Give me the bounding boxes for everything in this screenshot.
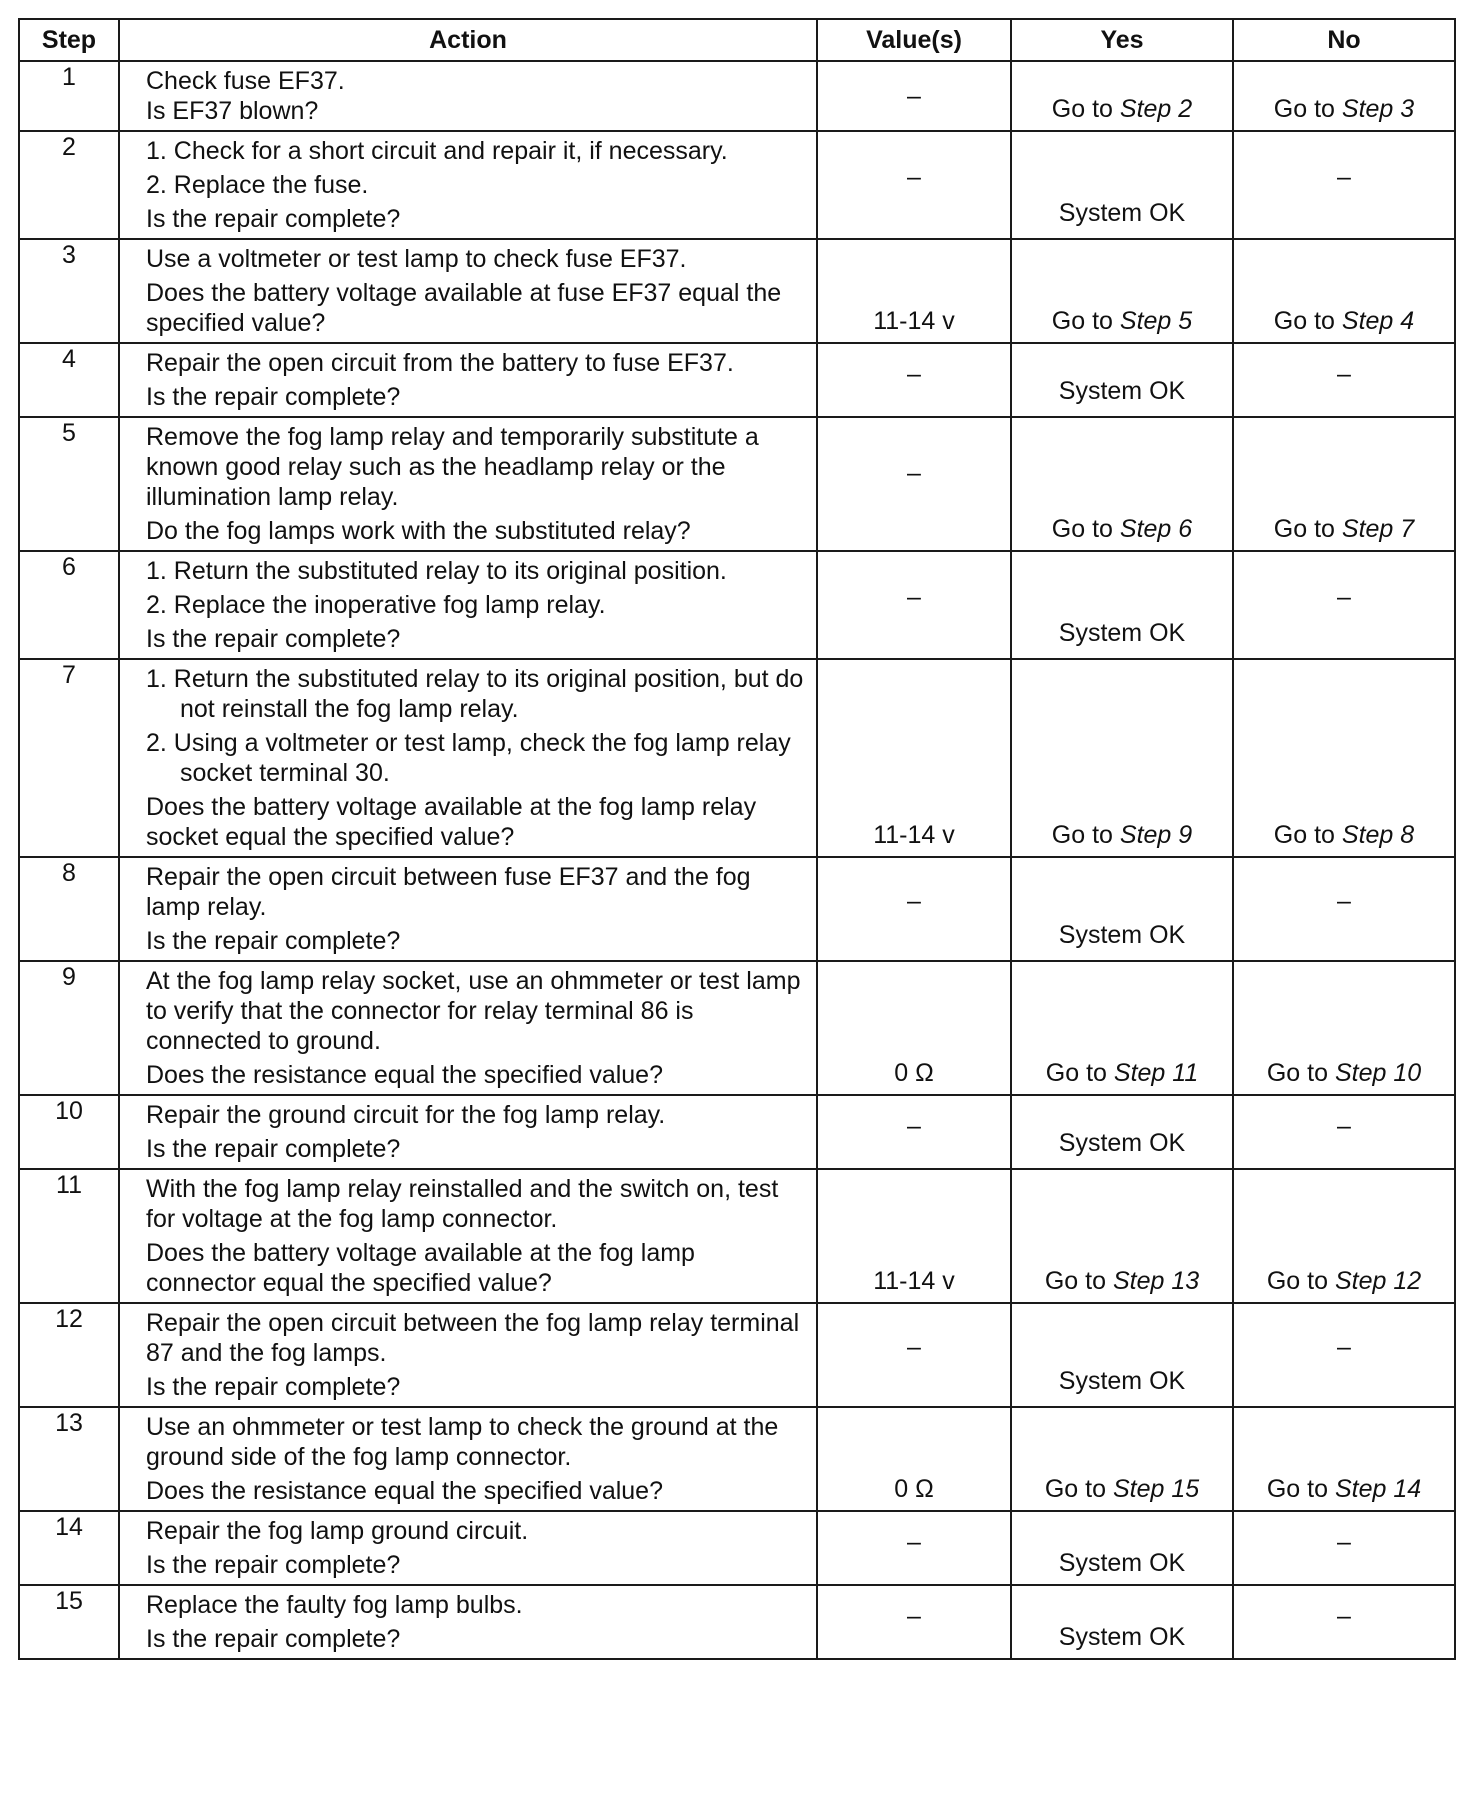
action-question: Is the repair complete?: [146, 1625, 401, 1653]
step-number: 15: [19, 1585, 119, 1659]
header-action: Action: [119, 19, 817, 61]
no-outcome: [1234, 1058, 1454, 1088]
yes-cell: [1011, 551, 1233, 659]
table-row: [19, 131, 1455, 239]
action-cell: [119, 417, 817, 551]
value-cell: [817, 343, 1011, 417]
value-cell: [817, 417, 1011, 551]
step-ref: Step 12: [1334, 1267, 1422, 1295]
action-question: Does the resistance equal the specified value?: [146, 1477, 663, 1505]
yes-cell: [1011, 1169, 1233, 1303]
table-row: [19, 1095, 1455, 1169]
action-text: Replace the faulty fog lamp bulbs.: [146, 1591, 523, 1619]
yes-cell: [1011, 61, 1233, 131]
step-ref: Step 14: [1334, 1475, 1422, 1503]
step-ref: Step 2: [1119, 95, 1193, 123]
step-number: 8: [19, 857, 119, 961]
action-cell: [119, 239, 817, 343]
no-cell: [1233, 1095, 1455, 1169]
value-cell: [817, 239, 1011, 343]
action-question: Is the repair complete?: [146, 205, 401, 233]
yes-outcome: System OK: [1058, 1129, 1186, 1157]
table-row: [19, 343, 1455, 417]
value-cell: [817, 1585, 1011, 1659]
yes-outcome: [1012, 1474, 1232, 1504]
goto-label: Go to: [1051, 95, 1113, 123]
value-cell: [817, 1169, 1011, 1303]
step-number: 7: [19, 659, 119, 857]
no-outcome: –: [1337, 360, 1351, 389]
no-outcome: [1234, 1474, 1454, 1504]
goto-label: Go to: [1266, 1267, 1328, 1295]
yes-cell: [1011, 417, 1233, 551]
value-text: –: [907, 360, 921, 389]
no-cell: [1233, 1303, 1455, 1407]
action-cell: [119, 551, 817, 659]
step-number: 14: [19, 1511, 119, 1585]
table-row: [19, 1585, 1455, 1659]
step-ref: Step 10: [1334, 1059, 1422, 1087]
action-question: Is the repair complete?: [146, 1135, 401, 1163]
action-cell: [119, 659, 817, 857]
value-text: 11-14 v: [873, 1267, 955, 1295]
step-number: 4: [19, 343, 119, 417]
value-text: –: [907, 886, 921, 915]
action-question: Does the resistance equal the specified value?: [146, 1061, 663, 1089]
no-cell: [1233, 857, 1455, 961]
yes-outcome: [1012, 1266, 1232, 1296]
action-cell: [119, 61, 817, 131]
no-outcome: –: [1337, 582, 1351, 611]
yes-cell: [1011, 1407, 1233, 1511]
step-number: 5: [19, 417, 119, 551]
action-question: Is the repair complete?: [146, 625, 401, 653]
value-text: –: [907, 1112, 921, 1141]
action-cell: [119, 857, 817, 961]
step-number: 2: [19, 131, 119, 239]
step-number: 9: [19, 961, 119, 1095]
action-text: Repair the ground circuit for the fog lamp relay.: [146, 1101, 666, 1129]
action-text: Use an ohmmeter or test lamp to check the ground at the ground side of the fog lamp connector.: [146, 1413, 779, 1471]
no-outcome: [1234, 306, 1454, 336]
yes-outcome: [1012, 820, 1232, 850]
table-header-row: [19, 19, 1455, 61]
value-cell: [817, 61, 1011, 131]
yes-cell: [1011, 1303, 1233, 1407]
table-row: [19, 659, 1455, 857]
step-ref: Step 3: [1341, 95, 1415, 123]
step-ref: Step 5: [1119, 307, 1193, 335]
action-question: Does the battery voltage available at the fog lamp relay socket equal the specified value?: [146, 793, 757, 851]
table-body: [19, 61, 1455, 1659]
action-item: 1. Return the substituted relay to its original position.: [146, 557, 727, 585]
diagnostic-table: [18, 18, 1456, 1660]
action-item: 1. Return the substituted relay to its original position, but do not reinstall the fog lamp relay.: [146, 665, 804, 723]
no-cell: [1233, 1169, 1455, 1303]
yes-cell: [1011, 1095, 1233, 1169]
step-ref: Step 15: [1112, 1475, 1200, 1503]
action-cell: [119, 1303, 817, 1407]
no-cell: [1233, 131, 1455, 239]
step-ref: Step 4: [1341, 307, 1415, 335]
value-text: –: [907, 459, 921, 488]
yes-outcome: System OK: [1058, 199, 1186, 227]
yes-cell: [1011, 659, 1233, 857]
yes-cell: [1011, 961, 1233, 1095]
action-cell: [119, 1169, 817, 1303]
yes-cell: [1011, 1511, 1233, 1585]
no-cell: [1233, 961, 1455, 1095]
value-text: –: [907, 1602, 921, 1631]
action-text: With the fog lamp relay reinstalled and the switch on, test for voltage at the fog lamp connector.: [146, 1175, 779, 1233]
value-cell: [817, 857, 1011, 961]
goto-label: Go to: [1273, 515, 1335, 543]
yes-outcome: System OK: [1058, 1367, 1186, 1395]
action-text: Repair the open circuit from the battery to fuse EF37.: [146, 349, 734, 377]
no-cell: [1233, 61, 1455, 131]
action-cell: [119, 1407, 817, 1511]
no-cell: [1233, 551, 1455, 659]
no-outcome: –: [1337, 1602, 1351, 1631]
action-text: Repair the fog lamp ground circuit.: [146, 1517, 529, 1545]
value-text: –: [907, 582, 921, 611]
value-text: –: [907, 1332, 921, 1361]
action-cell: [119, 1095, 817, 1169]
value-cell: [817, 961, 1011, 1095]
table-row: [19, 61, 1455, 131]
action-question: Is the repair complete?: [146, 383, 401, 411]
value-cell: [817, 1407, 1011, 1511]
action-cell: [119, 343, 817, 417]
action-question: Is EF37 blown?: [146, 97, 319, 125]
no-outcome: [1234, 94, 1454, 124]
action-text: Check fuse EF37.: [146, 67, 345, 95]
action-text: Repair the open circuit between the fog lamp relay terminal 87 and the fog lamps.: [146, 1309, 800, 1367]
no-outcome: –: [1337, 1112, 1351, 1141]
goto-label: Go to: [1266, 1059, 1328, 1087]
goto-label: Go to: [1273, 307, 1335, 335]
action-text: Use a voltmeter or test lamp to check fuse EF37.: [146, 245, 687, 273]
value-text: 11-14 v: [873, 821, 955, 849]
yes-outcome: System OK: [1058, 921, 1186, 949]
action-question: Does the battery voltage available at the fog lamp connector equal the specified value?: [146, 1239, 695, 1297]
value-text: 0 Ω: [894, 1059, 934, 1087]
no-cell: [1233, 1511, 1455, 1585]
step-number: 11: [19, 1169, 119, 1303]
value-text: –: [907, 82, 921, 110]
no-outcome: [1234, 820, 1454, 850]
no-outcome: –: [1337, 1528, 1351, 1557]
no-cell: [1233, 239, 1455, 343]
step-number: 3: [19, 239, 119, 343]
goto-label: Go to: [1051, 307, 1113, 335]
no-cell: [1233, 1585, 1455, 1659]
action-question: Is the repair complete?: [146, 1551, 401, 1579]
action-item: 2. Replace the fuse.: [146, 171, 369, 199]
value-text: 11-14 v: [873, 307, 955, 335]
no-cell: [1233, 417, 1455, 551]
step-ref: Step 11: [1113, 1059, 1199, 1087]
action-cell: [119, 961, 817, 1095]
table-row: [19, 239, 1455, 343]
yes-outcome: [1012, 514, 1232, 544]
action-text: At the fog lamp relay socket, use an ohmmeter or test lamp to verify that the connector for relay terminal 86 is connected to ground.: [146, 967, 801, 1055]
no-outcome: –: [1337, 162, 1351, 191]
value-cell: [817, 1095, 1011, 1169]
yes-outcome: [1012, 306, 1232, 336]
action-text: Remove the fog lamp relay and temporarily substitute a known good relay such as the headlamp relay or the illumination lamp relay.: [146, 423, 759, 511]
value-cell: [817, 659, 1011, 857]
action-item: 2. Replace the inoperative fog lamp relay.: [146, 591, 606, 619]
table-row: [19, 961, 1455, 1095]
value-text: –: [907, 162, 921, 191]
yes-outcome: System OK: [1058, 377, 1186, 405]
step-number: 12: [19, 1303, 119, 1407]
yes-outcome: [1012, 1058, 1232, 1088]
no-outcome: [1234, 514, 1454, 544]
action-item: 2. Using a voltmeter or test lamp, check the fog lamp relay socket terminal 30.: [146, 729, 791, 787]
goto-label: Go to: [1273, 95, 1335, 123]
value-cell: [817, 131, 1011, 239]
yes-outcome: System OK: [1058, 1623, 1186, 1651]
no-cell: [1233, 659, 1455, 857]
yes-outcome: System OK: [1058, 1549, 1186, 1577]
goto-label: Go to: [1051, 821, 1113, 849]
table-row: [19, 1407, 1455, 1511]
goto-label: Go to: [1044, 1475, 1106, 1503]
step-ref: Step 6: [1119, 515, 1193, 543]
value-cell: [817, 1303, 1011, 1407]
step-number: 1: [19, 61, 119, 131]
header-values: Value(s): [817, 19, 1011, 61]
header-no: No: [1233, 19, 1455, 61]
yes-outcome: [1012, 94, 1232, 124]
value-cell: [817, 551, 1011, 659]
step-ref: Step 9: [1119, 821, 1193, 849]
step-ref: Step 13: [1112, 1267, 1200, 1295]
step-number: 13: [19, 1407, 119, 1511]
goto-label: Go to: [1051, 515, 1113, 543]
step-ref: Step 8: [1341, 821, 1415, 849]
goto-label: Go to: [1266, 1475, 1328, 1503]
action-cell: [119, 1585, 817, 1659]
table-row: [19, 417, 1455, 551]
header-step: Step: [19, 19, 119, 61]
no-outcome: –: [1337, 886, 1351, 915]
no-outcome: [1234, 1266, 1454, 1296]
goto-label: Go to: [1045, 1059, 1107, 1087]
goto-label: Go to: [1044, 1267, 1106, 1295]
action-question: Do the fog lamps work with the substituted relay?: [146, 517, 691, 545]
action-question: Does the battery voltage available at fuse EF37 equal the specified value?: [146, 279, 782, 337]
yes-cell: [1011, 131, 1233, 239]
action-question: Is the repair complete?: [146, 1373, 401, 1401]
step-number: 6: [19, 551, 119, 659]
step-number: 10: [19, 1095, 119, 1169]
action-cell: [119, 1511, 817, 1585]
step-ref: Step 7: [1341, 515, 1415, 543]
table-row: [19, 857, 1455, 961]
action-item: 1. Check for a short circuit and repair it, if necessary.: [146, 137, 728, 165]
table-row: [19, 1303, 1455, 1407]
yes-cell: [1011, 857, 1233, 961]
table-row: [19, 1169, 1455, 1303]
yes-outcome: System OK: [1058, 619, 1186, 647]
no-cell: [1233, 343, 1455, 417]
yes-cell: [1011, 1585, 1233, 1659]
action-question: Is the repair complete?: [146, 927, 401, 955]
value-cell: [817, 1511, 1011, 1585]
no-cell: [1233, 1407, 1455, 1511]
action-cell: [119, 131, 817, 239]
value-text: –: [907, 1528, 921, 1557]
yes-cell: [1011, 343, 1233, 417]
table-row: [19, 551, 1455, 659]
action-text: Repair the open circuit between fuse EF37 and the fog lamp relay.: [146, 863, 751, 921]
yes-cell: [1011, 239, 1233, 343]
goto-label: Go to: [1273, 821, 1335, 849]
value-text: 0 Ω: [894, 1475, 934, 1503]
no-outcome: –: [1337, 1332, 1351, 1361]
table-row: [19, 1511, 1455, 1585]
header-yes: Yes: [1011, 19, 1233, 61]
